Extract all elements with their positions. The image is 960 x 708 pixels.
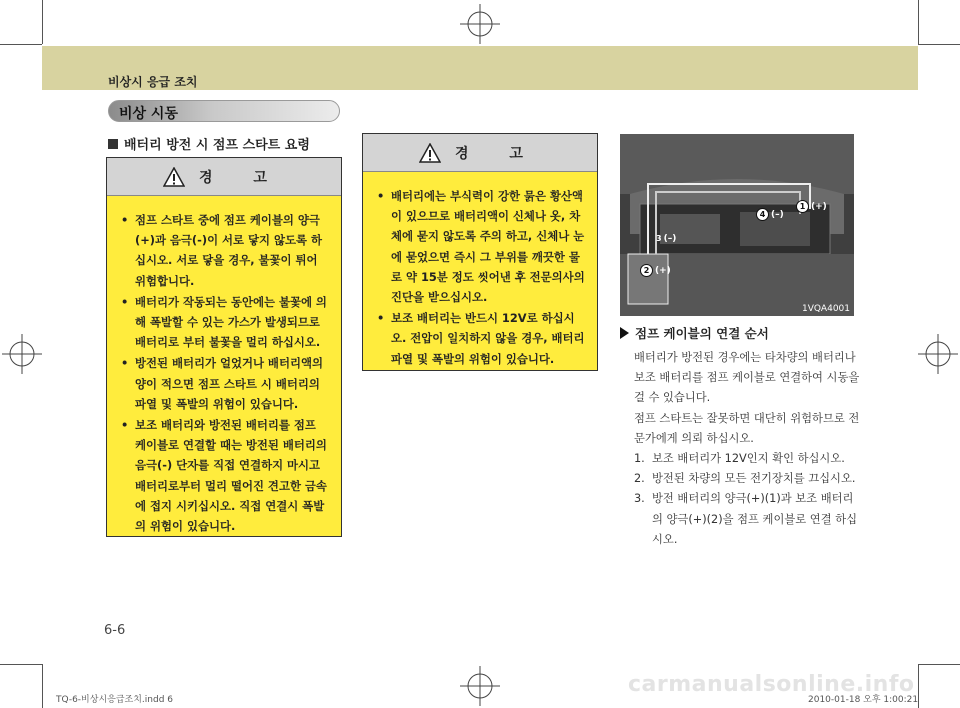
section-pill-label: 비상 시동 bbox=[119, 106, 178, 122]
subheading bbox=[108, 134, 310, 153]
procedure-title-text: 점프 케이블의 연결 순서 bbox=[635, 326, 769, 341]
callout-4 bbox=[756, 208, 784, 221]
callout-polarity: (+) bbox=[811, 201, 827, 212]
callout-polarity: (–) bbox=[663, 233, 677, 244]
crop-mark bbox=[42, 0, 43, 44]
callout-number: 3 bbox=[656, 234, 662, 243]
procedure-body bbox=[634, 348, 860, 550]
figure-code-label: 1VQA4001 bbox=[801, 304, 850, 314]
warning-triangle-icon bbox=[163, 167, 185, 187]
step-text: 보조 배터리가 12V인지 확인 하십시오. bbox=[652, 452, 845, 466]
warning-item: • 배터리가 작동되는 동안에는 불꽃에 의해 폭발할 수 있는 가스가 발생되므로 배터리로 부터 불꽃을 멀리 하십시오. bbox=[121, 292, 329, 353]
warning-item: • 점프 스타트 중에 점프 케이블의 양극(+)과 음극(-)이 서로 닿지 않도록 하십시오. 서로 닿을 경우, 불꽃이 튀어 위험합니다. bbox=[121, 210, 329, 291]
warning-triangle-icon bbox=[419, 143, 441, 163]
jump-start-figure bbox=[620, 134, 854, 316]
warning-item: • 배터리에는 부식력이 강한 묽은 황산액이 있으므로 배터리액이 신체나 옷, 차체에 묻지 않도록 주의 하고, 신체나 눈에 묻었으면 즉시 그 부위를 깨끗한 물로 약 15분 정도 씻어낸 후 전문의사의 진단을 받으십시오. bbox=[377, 186, 585, 307]
callout-number: 1 bbox=[796, 200, 809, 213]
crop-mark bbox=[0, 44, 42, 45]
footer-timestamp: 2010-01-18 오후 1:00:21 bbox=[808, 695, 919, 705]
procedure-step bbox=[634, 469, 860, 489]
crop-mark bbox=[918, 664, 919, 708]
triangle-right-icon bbox=[620, 327, 629, 339]
subheading-text: 배터리 방전 시 점프 스타트 요령 bbox=[124, 138, 310, 153]
registration-mark-icon bbox=[460, 666, 500, 706]
warning-header bbox=[363, 134, 597, 172]
crop-mark bbox=[42, 664, 43, 708]
procedure-step bbox=[634, 489, 860, 550]
callout-polarity: (+) bbox=[655, 265, 671, 276]
warning-item: • 보조 배터리와 방전된 배터리를 점프 케이블로 연결할 때는 방전된 배터리의 음극(-) 단자를 직접 연결하지 마시고 배터리로부터 멀리 떨어진 견고한 금속에 접지 시키십시오. 직접 연결시 폭발의 위험이 있습니다. bbox=[121, 415, 329, 536]
procedure-title bbox=[620, 324, 769, 342]
warning-item: • 보조 배터리는 반드시 12V로 하십시오. 전압이 일치하지 않을 경우, 배터리 파열 및 폭발의 위험이 있습니다. bbox=[377, 308, 585, 369]
registration-mark-icon bbox=[2, 334, 42, 374]
registration-mark-icon bbox=[918, 334, 958, 374]
registration-mark-icon bbox=[460, 4, 500, 44]
procedure-intro: 배터리가 방전된 경우에는 타차량의 배터리나 보조 배터리를 점프 케이블로 연결하여 시동을 걸 수 있습니다. bbox=[634, 351, 860, 405]
callout-number: 4 bbox=[756, 208, 769, 221]
warning-list bbox=[107, 196, 341, 547]
callout-number: 2 bbox=[640, 264, 653, 277]
crop-mark bbox=[918, 44, 960, 45]
warning-box-left bbox=[106, 157, 342, 537]
step-text: 방전 배터리의 양극(+)(1)과 보조 배터리의 양극(+)(2)을 점프 케이블로 연결 하십시오. bbox=[652, 492, 858, 546]
square-bullet-icon bbox=[108, 139, 118, 149]
crop-mark bbox=[0, 664, 42, 665]
procedure-step bbox=[634, 449, 860, 469]
warning-header bbox=[107, 158, 341, 196]
warning-title: 경 고 bbox=[455, 145, 541, 162]
warning-title: 경 고 bbox=[199, 169, 285, 186]
footer-file-name: TQ-6-비상시응급조치.indd 6 bbox=[56, 695, 173, 705]
watermark: carmanualsonline.info bbox=[628, 672, 915, 697]
callout-2 bbox=[640, 264, 671, 277]
warning-box-middle bbox=[362, 133, 598, 371]
step-number: 2. bbox=[634, 472, 645, 486]
callout-1 bbox=[796, 200, 827, 213]
procedure-intro: 점프 스타트는 잘못하면 대단히 위험하므로 전문가에게 의뢰 하십시오. bbox=[634, 411, 860, 445]
engine-bay-illustration-icon bbox=[620, 134, 854, 316]
step-text: 방전된 차량의 모든 전기장치를 끄십시오. bbox=[652, 472, 856, 486]
callout-polarity: (–) bbox=[771, 209, 784, 220]
callout-3 bbox=[656, 232, 676, 245]
crop-mark bbox=[918, 0, 919, 44]
crop-mark bbox=[918, 664, 960, 665]
step-number: 3. bbox=[634, 492, 645, 506]
section-title: 비상시 응급 조치 bbox=[108, 75, 198, 89]
step-number: 1. bbox=[634, 452, 645, 466]
page-number: 6-6 bbox=[104, 623, 126, 638]
warning-item: • 방전된 배터리가 얼었거나 배터리액의 양이 적으면 점프 스타트 시 배터리의 파열 및 폭발의 위험이 있습니다. bbox=[121, 353, 329, 414]
section-pill bbox=[108, 100, 340, 122]
warning-list bbox=[363, 172, 597, 380]
